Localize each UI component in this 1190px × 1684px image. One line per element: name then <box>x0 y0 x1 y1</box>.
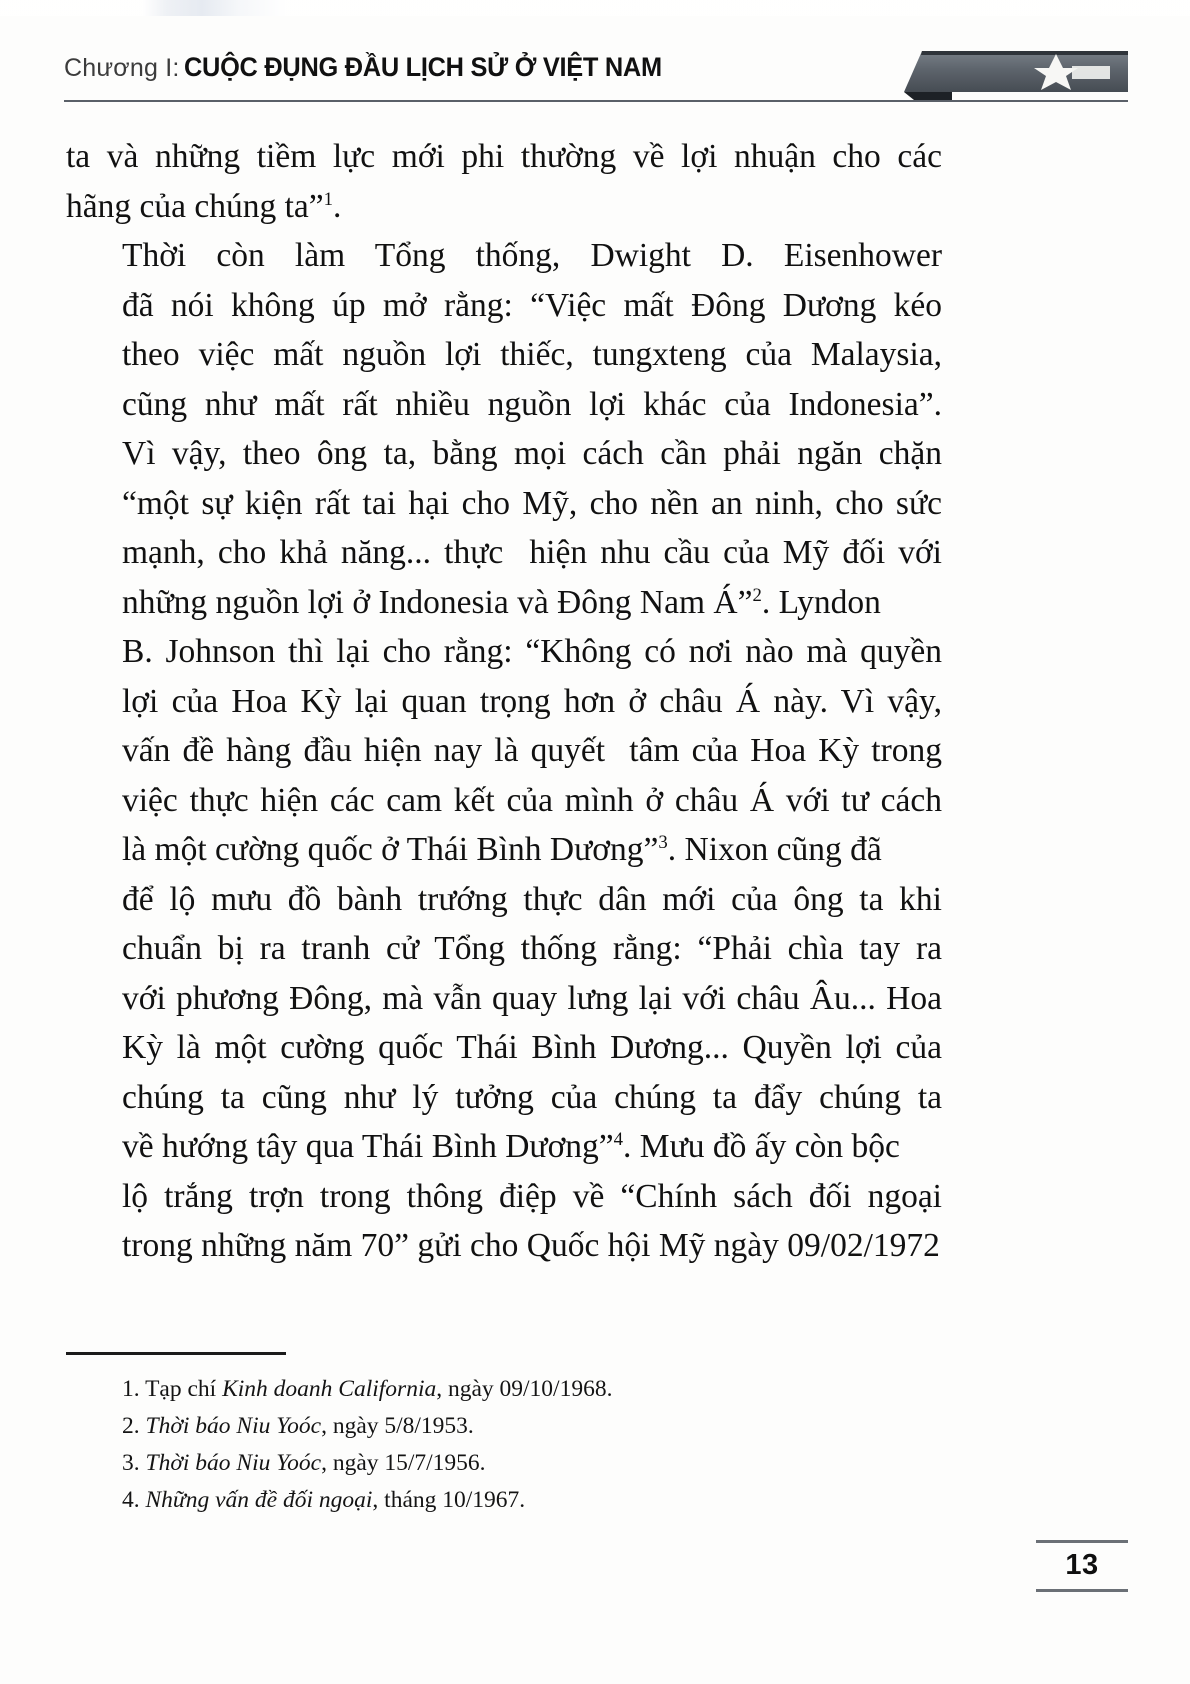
footnote-marker-4: 4 <box>613 1128 624 1150</box>
body-line: lợi của Hoa Kỳ lại quan trọng hơn ở châu Á này. Vì vậy, <box>122 682 942 720</box>
body-line: trong những năm 70” gửi cho Quốc hội Mỹ ngày 09/02/1972 <box>122 1227 940 1264</box>
footnote-number: 3. <box>122 1450 140 1476</box>
footnote-suffix: , tháng 10/1967. <box>372 1487 526 1513</box>
body-line: để lộ mưu đồ bành trướng thực dân mới của ông ta khi <box>122 880 942 918</box>
footnote-prefix: Tạp chí <box>139 1376 223 1402</box>
scan-edge-artifact <box>0 0 1190 16</box>
body-line-text: những nguồn lợi ở Indonesia và Đông Nam Á” <box>122 583 753 621</box>
footnote-title: Những vấn đề đối ngoại <box>145 1487 373 1513</box>
header-divider <box>64 100 1128 102</box>
body-line: theo việc mất nguồn lợi thiếc, tungxteng của Malaysia, <box>122 336 942 373</box>
footnote-item <box>66 1408 942 1445</box>
folio <box>1036 1540 1128 1592</box>
body-line: “một sự kiện rất tai hại cho Mỹ, cho nền an ninh, cho sức <box>122 484 942 522</box>
body-line: vấn đề hàng đầu hiện nay là quyết tâm của Hoa Kỳ trong <box>122 732 942 769</box>
footnote-block <box>66 1352 942 1519</box>
body-line <box>66 578 942 628</box>
body-line: việc thực hiện các cam kết của mình ở châu Á với tư cách <box>122 781 942 819</box>
body-line-tail: . <box>333 187 342 225</box>
footnote-number: 1. <box>122 1376 140 1402</box>
body-line: với phương Đông, mà vẫn quay lưng lại với châu Âu... Hoa <box>122 979 942 1017</box>
footnote-number: 2. <box>122 1413 140 1439</box>
body-line-tail: . Mưu đồ ấy còn bộc <box>623 1128 900 1165</box>
footnote-separator <box>66 1352 286 1355</box>
body-line: Kỳ là một cường quốc Thái Bình Dương... Quyền lợi của <box>122 1029 942 1066</box>
folio-rule-bottom <box>1036 1589 1128 1592</box>
body-line: Vì vậy, theo ông ta, bằng mọi cách cần phải ngăn chặn <box>122 435 942 472</box>
footnote-title: Kinh doanh California <box>222 1376 437 1402</box>
body-line: cũng như mất rất nhiều nguồn lợi khác của Indonesia”. <box>122 385 942 423</box>
body-line-text: là một cường quốc ở Thái Bình Dương” <box>122 831 659 868</box>
body-line: đã nói không úp mở rằng: “Việc mất Đông Dương kéo <box>122 286 942 324</box>
paragraph-2 <box>66 231 942 1271</box>
body-line-tail: . Lyndon <box>761 583 881 621</box>
footnote-item <box>66 1371 942 1408</box>
footnote-number: 4. <box>122 1487 140 1513</box>
footnote-marker-2: 2 <box>752 584 762 606</box>
body-line <box>66 825 942 875</box>
body-line <box>66 182 942 232</box>
body-line-text: về hướng tây qua Thái Bình Dương” <box>122 1128 614 1165</box>
footnote-suffix: , ngày 15/7/1956. <box>321 1450 486 1476</box>
footnote-item <box>66 1482 942 1519</box>
body-line-tail: . Nixon cũng đã <box>667 831 882 868</box>
footnote-title: Thời báo Niu Yoóc <box>145 1450 322 1476</box>
page-body <box>66 132 942 1271</box>
flag-star-ornament-icon <box>896 44 1128 100</box>
paragraph-1 <box>66 132 942 231</box>
body-line <box>66 1122 942 1172</box>
page-number: 13 <box>1065 1549 1099 1581</box>
chapter-heading <box>64 52 692 83</box>
body-line: Thời còn làm Tổng thống, Dwight D. Eisenhower <box>122 237 942 274</box>
footnote-suffix: , ngày 09/10/1968. <box>436 1376 613 1402</box>
running-head <box>64 46 1128 108</box>
chapter-label: Chương I: <box>64 54 180 82</box>
body-line-text: hãng của chúng ta” <box>66 187 324 225</box>
footnote-item <box>66 1445 942 1482</box>
footnote-marker-1: 1 <box>323 188 334 210</box>
footnote-marker-3: 3 <box>658 831 668 853</box>
body-line: chuẩn bị ra tranh cử Tổng thống rằng: “Phải chìa tay ra <box>122 930 942 967</box>
page-title: CUỘC ĐỤNG ĐẦU LỊCH SỬ Ở VIỆT NAM <box>183 52 662 82</box>
body-line: B. Johnson thì lại cho rằng: “Không có nơi nào mà quyền <box>122 633 942 670</box>
body-line: mạnh, cho khả năng... thực hiện nhu cầu của Mỹ đối với <box>122 534 942 571</box>
body-line: ta và những tiềm lực mới phi thường về lợi nhuận cho các <box>66 138 942 175</box>
body-line: chúng ta cũng như lý tưởng của chúng ta đẩy chúng ta <box>122 1078 942 1116</box>
footnote-suffix: , ngày 5/8/1953. <box>321 1413 474 1439</box>
body-line: lộ trắng trợn trong thông điệp về “Chính sách đối ngoại <box>122 1177 942 1215</box>
footnote-title: Thời báo Niu Yoóc <box>145 1413 322 1439</box>
